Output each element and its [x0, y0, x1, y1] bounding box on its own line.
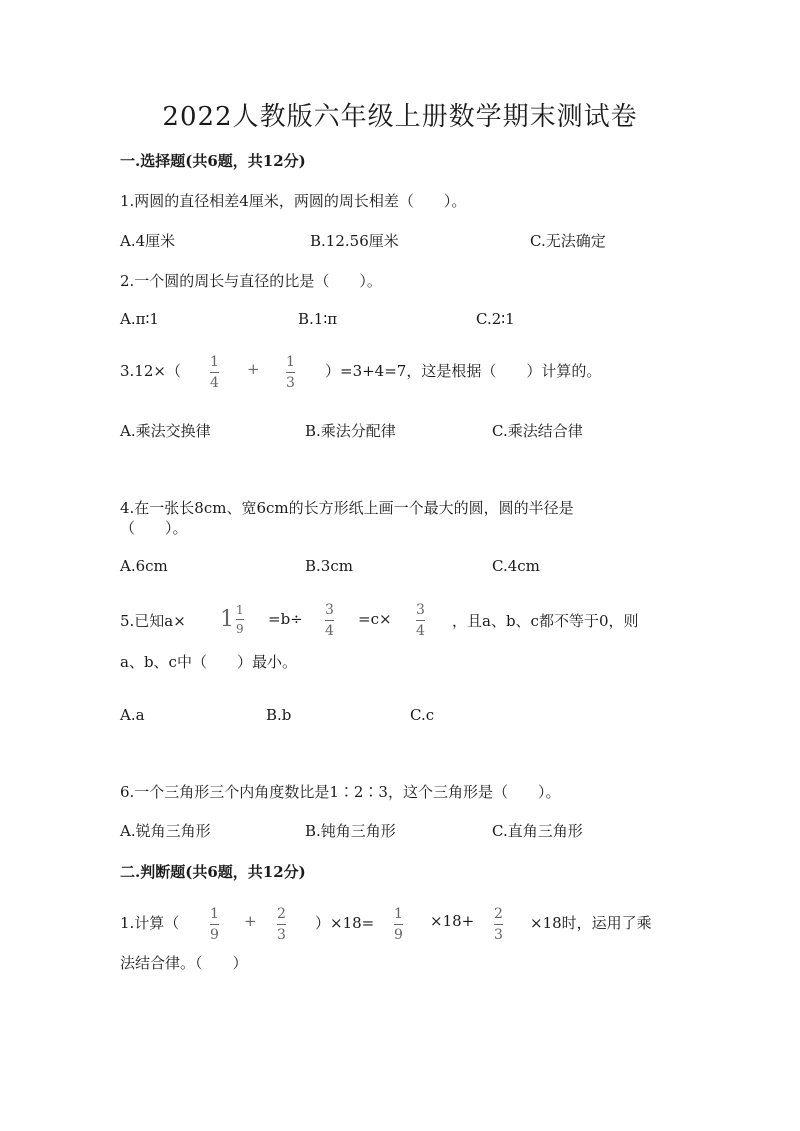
q3-fraction-1-numerator: 1: [210, 354, 219, 370]
section-heading-choice: 一.选择题(共6题，共12分): [120, 152, 306, 170]
q5-fraction-1: [325, 603, 334, 638]
q5-fraction-2: [416, 603, 425, 638]
j1-fraction-4-numerator: 2: [494, 906, 503, 922]
q3-fraction-2-denominator: 3: [286, 375, 295, 391]
q5-eq-b: =b÷: [268, 610, 303, 628]
j1-fraction-1: [210, 907, 219, 942]
q5-option-a: A.a: [120, 706, 145, 724]
fraction-bar: [277, 924, 286, 925]
q6-option-a: A.锐角三角形: [120, 822, 211, 840]
question-3-suffix: ）=3+4=7，这是根据（ ）计算的。: [325, 362, 602, 380]
q5-mixed-whole: 1: [220, 607, 234, 632]
j1-fraction-2: [277, 907, 286, 942]
fraction-bar: [210, 372, 219, 373]
section-heading-judgement: 二.判断题(共6题，共12分): [120, 863, 306, 881]
q2-option-c: C.2∶1: [476, 310, 515, 328]
j1-fraction-1-numerator: 1: [210, 906, 219, 922]
question-5-suffix: ，且a、b、c都不等于0，则: [452, 612, 639, 630]
question-5-prefix: 5.已知a×: [120, 612, 186, 630]
question-1: 1.两圆的直径相差4厘米，两圆的周长相差（ ）。: [120, 192, 467, 210]
fraction-bar: [210, 924, 219, 925]
q5-fraction-2-numerator: 3: [416, 602, 425, 618]
judge-1-prefix: 1.计算（: [120, 914, 180, 932]
q3-fraction-2-numerator: 1: [286, 354, 295, 370]
q5-mixed-number: [220, 604, 244, 635]
fraction-bar: [286, 372, 295, 373]
q4-option-c: C.4cm: [492, 557, 540, 575]
judge-1-suffix: ×18时，运用了乘: [530, 914, 652, 932]
q1-option-c: C.无法确定: [530, 232, 606, 250]
q5-mixed-fraction: [236, 604, 244, 635]
q3-option-b: B.乘法分配律: [305, 422, 396, 440]
q5-fraction-1-denominator: 4: [325, 623, 334, 639]
q6-option-c: C.直角三角形: [492, 822, 583, 840]
q5-eq-c: =c×: [358, 610, 392, 628]
q2-option-a: A.π∶1: [120, 310, 159, 328]
q5-mixed-numerator: 1: [236, 603, 244, 617]
question-4-line-1: 4.在一张长8cm、宽6cm的长方形纸上画一个最大的圆，圆的半径是: [120, 499, 574, 517]
j1-fraction-4-denominator: 3: [494, 927, 503, 943]
j1-fraction-2-denominator: 3: [277, 927, 286, 943]
j1-fraction-1-denominator: 9: [210, 927, 219, 943]
j1-fraction-3: [394, 907, 403, 942]
j1-fraction-3-denominator: 9: [394, 927, 403, 943]
fraction-bar: [394, 924, 403, 925]
q3-option-c: C.乘法结合律: [492, 422, 583, 440]
q1-option-a: A.4厘米: [120, 232, 176, 250]
j1-middle: ）×18=: [315, 914, 375, 932]
fraction-bar: [494, 924, 503, 925]
question-4-line-2: （ ）。: [120, 519, 188, 537]
j1-fraction-2-numerator: 2: [277, 906, 286, 922]
question-2: 2.一个圆的周长与直径的比是（ ）。: [120, 272, 382, 290]
fraction-bar: [325, 620, 334, 621]
q3-fraction-1-denominator: 4: [210, 375, 219, 391]
q5-fraction-1-numerator: 3: [325, 602, 334, 618]
j1-fraction-3-numerator: 1: [394, 906, 403, 922]
q2-option-b: B.1∶π: [298, 310, 338, 328]
q1-option-b: B.12.56厘米: [310, 232, 399, 250]
q4-option-b: B.3cm: [305, 557, 353, 575]
question-6: 6.一个三角形三个内角度数比是1∶2∶3，这个三角形是（ ）。: [120, 783, 561, 801]
q5-option-b: B.b: [266, 706, 292, 724]
q3-fraction-2: [286, 355, 295, 390]
fraction-bar: [236, 619, 244, 620]
fraction-bar: [416, 620, 425, 621]
question-5-line-2: a、b、c中（ ）最小。: [120, 653, 297, 671]
q3-plus: +: [247, 360, 260, 378]
j1-fraction-4: [494, 907, 503, 942]
judge-1-line-2: 法结合律。（ ）: [120, 954, 248, 972]
page-title: 2022人教版六年级上册数学期末测试卷: [162, 102, 638, 132]
q5-mixed-denominator: 9: [236, 622, 244, 636]
q6-option-b: B.钝角三角形: [305, 822, 396, 840]
question-3-prefix: 3.12×（: [120, 362, 181, 380]
j1-times-1: ×18+: [430, 912, 475, 930]
q3-fraction-1: [210, 355, 219, 390]
q5-option-c: C.c: [410, 706, 435, 724]
j1-plus: +: [244, 912, 257, 930]
q3-option-a: A.乘法交换律: [120, 422, 211, 440]
q5-fraction-2-denominator: 4: [416, 623, 425, 639]
q4-option-a: A.6cm: [120, 557, 168, 575]
